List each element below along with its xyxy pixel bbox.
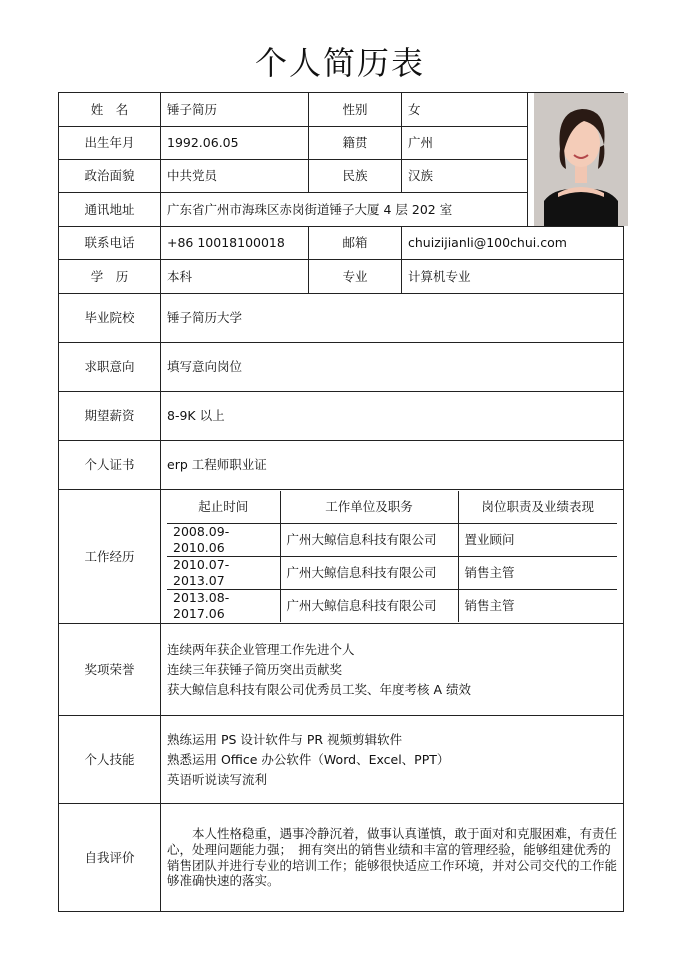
phone-label: 联系电话 — [59, 227, 161, 260]
photo-cell — [528, 93, 624, 227]
page-title: 个人简历表 — [254, 44, 425, 82]
cert-value: erp 工程师职业证 — [161, 441, 624, 490]
list-item: 获大鲸信息科技有限公司优秀员工奖、年度考核 A 绩效 — [167, 681, 471, 697]
work-company: 广州大鲸信息科技有限公司 — [280, 524, 458, 557]
native-value: 广州 — [402, 127, 528, 160]
work-header-duties: 岗位职责及业绩表现 — [458, 491, 617, 524]
self-eval-label: 自我评价 — [59, 804, 161, 912]
list-item: 连续两年获企业管理工作先进个人 — [167, 641, 355, 657]
table-row — [167, 557, 617, 590]
school-value: 锤子简历大学 — [161, 294, 624, 343]
work-table — [167, 491, 617, 622]
name-label: 姓 名 — [59, 93, 161, 127]
list-item: 连续三年获锤子简历突出贡献奖 — [167, 661, 343, 677]
name-value: 锤子简历 — [161, 93, 309, 127]
work-history — [161, 490, 624, 624]
intent-label: 求职意向 — [59, 343, 161, 392]
gender-value: 女 — [402, 93, 528, 127]
table-row — [167, 590, 617, 623]
politics-value: 中共党员 — [161, 160, 309, 193]
birth-value: 1992.06.05 — [161, 127, 309, 160]
work-header-period: 起止时间 — [167, 491, 280, 524]
list-item: 熟悉运用 Office 办公软件（Word、Excel、PPT） — [167, 751, 450, 767]
gender-label: 性别 — [309, 93, 402, 127]
work-label: 工作经历 — [59, 490, 161, 624]
education-value: 本科 — [161, 260, 309, 294]
work-period: 2008.09-2010.06 — [167, 524, 280, 557]
self-eval-text: 本人性格稳重，遇事冷静沉着，做事认真谨慎，敢于面对和克服困难，有责任心，处理问题能力强； 拥有突出的销售业绩和丰富的管理经验，能够组建优秀的销售团队并进行专业的培训工作；能够很快适应工作环境，并对公司交代的工作能够准确快速的落实。 — [161, 804, 624, 912]
portrait-image — [534, 93, 628, 226]
table-row — [167, 524, 617, 557]
major-value: 计算机专业 — [402, 260, 624, 294]
intent-value: 填写意向岗位 — [161, 343, 624, 392]
email-label: 邮箱 — [309, 227, 402, 260]
ethnicity-label: 民族 — [309, 160, 402, 193]
work-period: 2013.08-2017.06 — [167, 590, 280, 623]
list-item: 熟练运用 PS 设计软件与 PR 视频剪辑软件 — [167, 731, 403, 747]
cert-label: 个人证书 — [59, 441, 161, 490]
list-item: 英语听说读写流利 — [167, 771, 268, 787]
native-label: 籍贯 — [309, 127, 402, 160]
email-value: chuizijianli@100chui.com — [402, 227, 624, 260]
school-label: 毕业院校 — [59, 294, 161, 343]
education-label: 学 历 — [59, 260, 161, 294]
salary-label: 期望薪资 — [59, 392, 161, 441]
awards-label: 奖项荣誉 — [59, 624, 161, 716]
skills-list — [161, 716, 624, 804]
work-duties: 置业顾问 — [458, 524, 617, 557]
resume-table — [58, 92, 624, 912]
salary-value: 8-9K 以上 — [161, 392, 624, 441]
phone-value: +86 10018100018 — [161, 227, 309, 260]
address-label: 通讯地址 — [59, 193, 161, 227]
address-value: 广东省广州市海珠区赤岗街道锤子大厦 4 层 202 室 — [161, 193, 528, 227]
ethnicity-value: 汉族 — [402, 160, 528, 193]
work-period: 2010.07-2013.07 — [167, 557, 280, 590]
profile-photo — [534, 93, 628, 226]
work-company: 广州大鲸信息科技有限公司 — [280, 590, 458, 623]
work-header-company: 工作单位及职务 — [280, 491, 458, 524]
work-duties: 销售主管 — [458, 557, 617, 590]
major-label: 专业 — [309, 260, 402, 294]
work-company: 广州大鲸信息科技有限公司 — [280, 557, 458, 590]
awards-list — [161, 624, 624, 716]
birth-label: 出生年月 — [59, 127, 161, 160]
work-duties: 销售主管 — [458, 590, 617, 623]
skills-label: 个人技能 — [59, 716, 161, 804]
politics-label: 政治面貌 — [59, 160, 161, 193]
